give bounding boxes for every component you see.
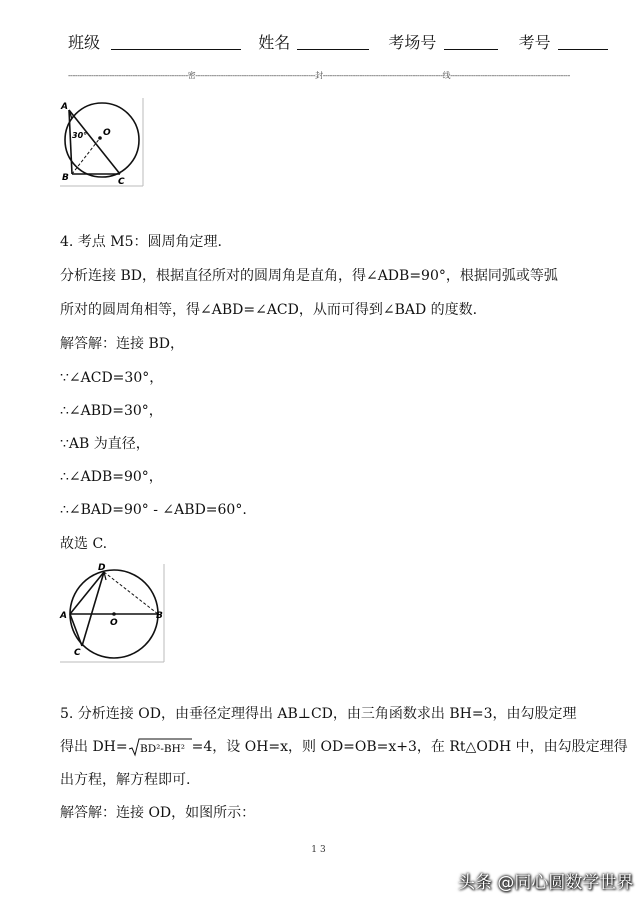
q4-step-3: ∵AB 为直径， (60, 436, 150, 452)
page-number: 13 (311, 845, 329, 855)
exam-header (68, 30, 608, 53)
q5-line-2 (60, 737, 628, 757)
circle-figure-1 (58, 96, 150, 188)
name-blank (297, 35, 369, 50)
label-o: O (103, 128, 111, 138)
q5-line-1: 5. 分析连接 OD，由垂径定理得出 AB⊥CD，由三角函数求出 BH=3，由勾股定理 (60, 706, 577, 722)
label-a: A (61, 102, 68, 112)
label-c: C (118, 177, 125, 187)
seal-dashes: ---------------------------------------------------- (450, 71, 570, 80)
q5-line-3: 出方程，解方程即可. (60, 772, 191, 788)
seal-feng: 封 (315, 71, 323, 80)
circle-figure-2 (58, 562, 170, 664)
number-blank (558, 35, 608, 50)
label-a: A (60, 611, 67, 621)
label-c: C (74, 648, 81, 658)
seal-mi: 密 (187, 71, 196, 80)
label-d: D (98, 563, 106, 573)
q5-solution-heading: 解答解：连接 OD，如图所示： (60, 805, 256, 821)
q4-step-2: ∴∠ABD=30°， (60, 403, 163, 419)
room-label: 考场号 (388, 33, 437, 52)
seal-xian: 线 (442, 71, 451, 80)
watermark: 头条 @同心圆数学世界 (458, 873, 634, 893)
label-o: O (110, 618, 118, 628)
q4-solution-heading: 解答解：连接 BD， (60, 336, 184, 352)
class-blank (111, 35, 241, 50)
q5-line-2-start: 得出 DH= (60, 739, 128, 755)
seal-dashes: ---------------------------------------------------- (68, 71, 188, 80)
seal-dashes: ---------------------------------------------------- (195, 71, 316, 80)
q4-step-1: ∵∠ACD=30°， (60, 370, 164, 386)
angle-label: 30° (72, 131, 88, 140)
room-blank (444, 35, 498, 50)
q5-line-2-end: =4，设 OH=x，则 OD=OB=x+3，在 Rt△ODH 中，由勾股定理得 (191, 739, 628, 755)
name-label: 姓名 (258, 33, 291, 52)
label-b: B (156, 611, 163, 621)
seal-dashes: ---------------------------------------------------- (322, 71, 443, 80)
seal-line (68, 70, 570, 81)
q4-step-5: ∴∠BAD=90° - ∠ABD=60°. (60, 502, 247, 518)
q4-analysis-line-2: 所对的圆周角相等，得∠ABD=∠ACD，从而可得到∠BAD 的度数. (60, 302, 478, 318)
q4-answer: 故选 C. (60, 536, 108, 552)
number-label: 考号 (518, 33, 551, 52)
q4-analysis-line-1: 分析连接 BD，根据直径所对的圆周角是直角，得∠ADB=90°，根据同弧或等弧 (60, 268, 558, 284)
q4-title: 4. 考点 M5：圆周角定理. (60, 234, 222, 250)
label-b: B (62, 173, 69, 183)
sqrt-expression (128, 737, 192, 757)
q4-step-4: ∴∠ADB=90°， (60, 469, 163, 485)
class-label: 班级 (68, 33, 101, 52)
sqrt-radicand: BD²-BH² (139, 743, 185, 755)
